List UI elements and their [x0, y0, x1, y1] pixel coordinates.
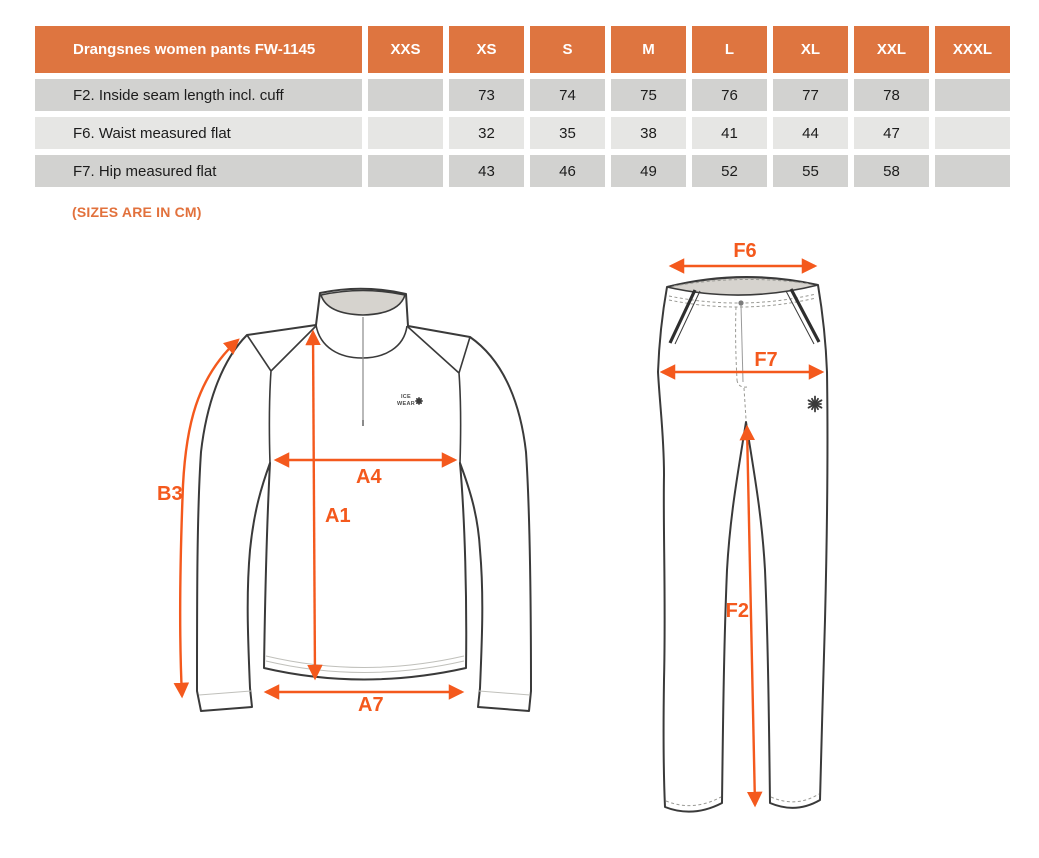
size-column-header-s: S — [530, 26, 605, 73]
a4-label: A4 — [356, 466, 382, 488]
size-value-cell — [935, 79, 1010, 111]
size-value-cell: 32 — [449, 117, 524, 149]
f6-label: F6 — [733, 240, 757, 262]
size-value-cell: 74 — [530, 79, 605, 111]
size-value-cell — [935, 155, 1010, 187]
size-value-cell: 55 — [773, 155, 848, 187]
size-column-header-l: L — [692, 26, 767, 73]
b3-label: B3 — [157, 483, 183, 505]
size-value-cell: 78 — [854, 79, 929, 111]
sweater-outline — [197, 289, 531, 711]
measurement-row-label: F7. Hip measured flat — [35, 155, 362, 187]
logo-snowflake-icon — [416, 398, 422, 404]
size-table — [35, 26, 1010, 187]
svg-text:WEAR: WEAR — [396, 401, 416, 407]
sweater-drawing — [140, 250, 580, 730]
size-value-cell: 58 — [854, 155, 929, 187]
f7-label: F7 — [754, 349, 778, 371]
size-column-header-xxxl: XXXL — [935, 26, 1010, 73]
size-column-header-xl: XL — [773, 26, 848, 73]
size-value-cell: 44 — [773, 117, 848, 149]
size-value-cell: 43 — [449, 155, 524, 187]
waist-button — [738, 300, 743, 305]
size-column-header-xxs: XXS — [368, 26, 443, 73]
size-value-cell: 41 — [692, 117, 767, 149]
f2-label: F2 — [725, 600, 749, 622]
size-value-cell — [935, 117, 1010, 149]
size-value-cell: 47 — [854, 117, 929, 149]
table-title: Drangsnes women pants FW-1145 — [35, 26, 362, 73]
size-column-header-m: M — [611, 26, 686, 73]
size-value-cell — [368, 117, 443, 149]
svg-text:ICE: ICE — [400, 394, 412, 400]
size-value-cell: 49 — [611, 155, 686, 187]
sizes-unit-note: (SIZES ARE IN CM) — [72, 204, 202, 220]
a7-label: A7 — [358, 694, 384, 716]
a1-label: A1 — [325, 505, 351, 527]
pants-drawing — [620, 240, 880, 830]
measurement-row-label: F2. Inside seam length incl. cuff — [35, 79, 362, 111]
size-value-cell — [368, 155, 443, 187]
size-value-cell: 52 — [692, 155, 767, 187]
size-value-cell: 73 — [449, 79, 524, 111]
size-value-cell: 75 — [611, 79, 686, 111]
measurement-row-label: F6. Waist measured flat — [35, 117, 362, 149]
size-column-header-xs: XS — [449, 26, 524, 73]
size-value-cell: 77 — [773, 79, 848, 111]
size-value-cell: 76 — [692, 79, 767, 111]
size-value-cell — [368, 79, 443, 111]
size-column-header-xxl: XXL — [854, 26, 929, 73]
size-value-cell: 46 — [530, 155, 605, 187]
size-value-cell: 35 — [530, 117, 605, 149]
size-value-cell: 38 — [611, 117, 686, 149]
